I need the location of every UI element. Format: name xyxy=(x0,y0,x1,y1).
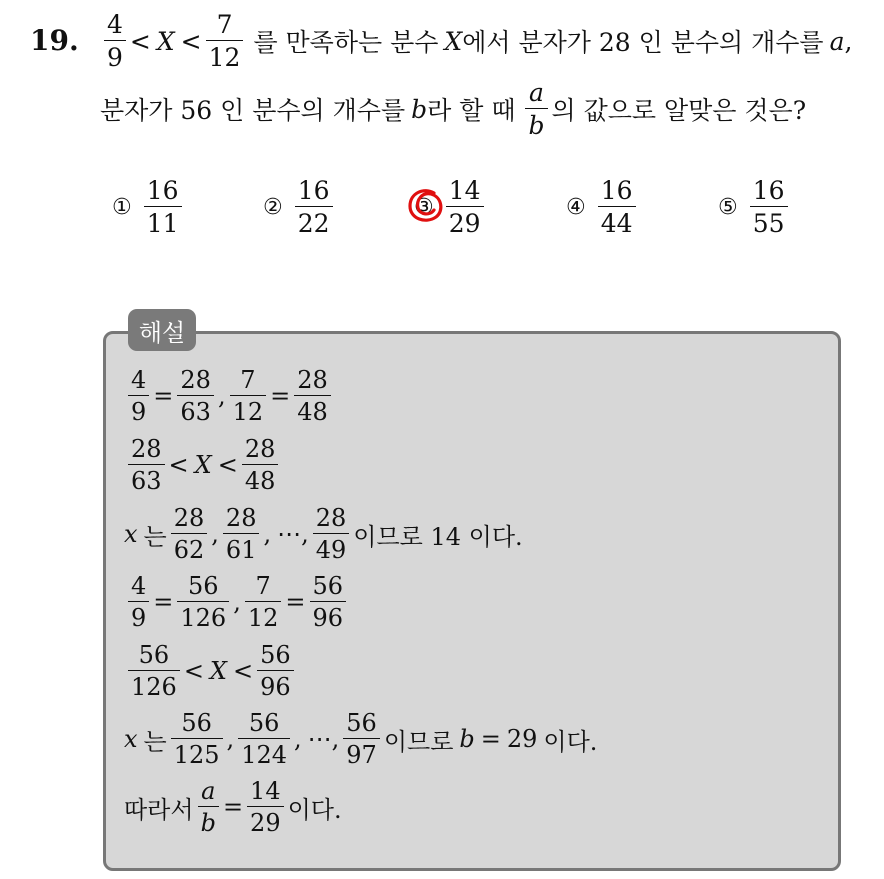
fraction: $\frac{28}{63}$ xyxy=(128,437,165,493)
fraction-a-b: $\frac{a}{b}$ xyxy=(525,80,547,138)
solution-badge: 해설 xyxy=(128,309,196,351)
choice-fraction: $\frac{14}{29}$ xyxy=(446,178,484,236)
fraction: $\frac{28}{61}$ xyxy=(223,506,260,562)
fraction: $\frac{4}{9}$ xyxy=(128,368,149,424)
fraction: $\frac{56}{126}$ xyxy=(177,574,229,630)
fraction: $\frac{28}{48}$ xyxy=(242,437,279,493)
choice-marker: ② xyxy=(263,194,283,220)
solution-line-7: 따라서 $\frac{a}{b}$ = $\frac{14}{29}$ 이다. xyxy=(124,777,342,837)
fraction: $\frac{56}{96}$ xyxy=(257,643,294,699)
choice-3[interactable] xyxy=(414,178,488,236)
solution-line-2: $\frac{28}{63}$ < X < $\frac{28}{48}$ xyxy=(124,437,282,493)
choice-fraction: $\frac{16}{22}$ xyxy=(295,178,333,236)
choice-marker: ⑤ xyxy=(718,194,738,220)
fraction: $\frac{4}{9}$ xyxy=(128,574,149,630)
choice-1[interactable] xyxy=(112,178,186,236)
solution-line-6: x 는 $\frac{56}{125}$ , $\frac{56}{124}$ , ⋯ , $\frac{56}{97}$ 이므로 b = 29 이다. xyxy=(124,709,598,769)
fraction-7-12: $\frac{7}{12}$ xyxy=(206,12,244,70)
question-line-1: $\frac{4}{9}$ < X < $\frac{7}{12}$ 를 만족하는 분수 X 에서 분자가 28 인 분수의 개수를 a , xyxy=(100,12,852,70)
question-number: 19. xyxy=(30,24,79,57)
fraction: $\frac{7}{12}$ xyxy=(245,574,282,630)
choice-4[interactable] xyxy=(566,178,640,236)
fraction: $\frac{14}{29}$ xyxy=(247,779,284,835)
fraction-4-9: $\frac{4}{9}$ xyxy=(104,12,126,70)
choice-marker: ③ xyxy=(414,195,434,220)
fraction: $\frac{28}{62}$ xyxy=(171,506,208,562)
choice-fraction: $\frac{16}{55}$ xyxy=(750,178,788,236)
choice-5[interactable] xyxy=(718,178,792,236)
choice-fraction: $\frac{16}{44}$ xyxy=(598,178,636,236)
solution-line-1: $\frac{4}{9}$ = $\frac{28}{63}$ , $\frac{7}{12}$ = $\frac{28}{48}$ xyxy=(124,368,335,424)
solution-line-3: x 는 $\frac{28}{62}$ , $\frac{28}{61}$ , ⋯ , $\frac{28}{49}$ 이므로 14 이다. xyxy=(124,504,523,564)
fraction: $\frac{a}{b}$ xyxy=(198,779,219,835)
fraction: $\frac{56}{126}$ xyxy=(128,643,180,699)
solution-line-4: $\frac{4}{9}$ = $\frac{56}{126}$ , $\frac{7}{12}$ = $\frac{56}{96}$ xyxy=(124,574,350,630)
fraction: $\frac{56}{124}$ xyxy=(238,711,290,767)
choice-fraction: $\frac{16}{11}$ xyxy=(144,178,182,236)
selected-circle-icon xyxy=(404,184,448,228)
fraction: $\frac{7}{12}$ xyxy=(230,368,267,424)
fraction: $\frac{28}{49}$ xyxy=(313,506,350,562)
fraction: $\frac{56}{97}$ xyxy=(343,711,380,767)
question-line-2: 분자가 56 인 분수의 개수를 b 라 할 때 $\frac{a}{b}$ 의 값으로 알맞은 것은? xyxy=(100,78,807,140)
fraction: $\frac{28}{63}$ xyxy=(177,368,214,424)
fraction: $\frac{56}{125}$ xyxy=(171,711,223,767)
fraction: $\frac{28}{48}$ xyxy=(294,368,331,424)
choice-marker: ④ xyxy=(566,194,586,220)
fraction: $\frac{56}{96}$ xyxy=(310,574,347,630)
solution-line-5: $\frac{56}{126}$ < X < $\frac{56}{96}$ xyxy=(124,643,298,699)
choice-marker: ① xyxy=(112,194,132,220)
choice-2[interactable] xyxy=(263,178,337,236)
